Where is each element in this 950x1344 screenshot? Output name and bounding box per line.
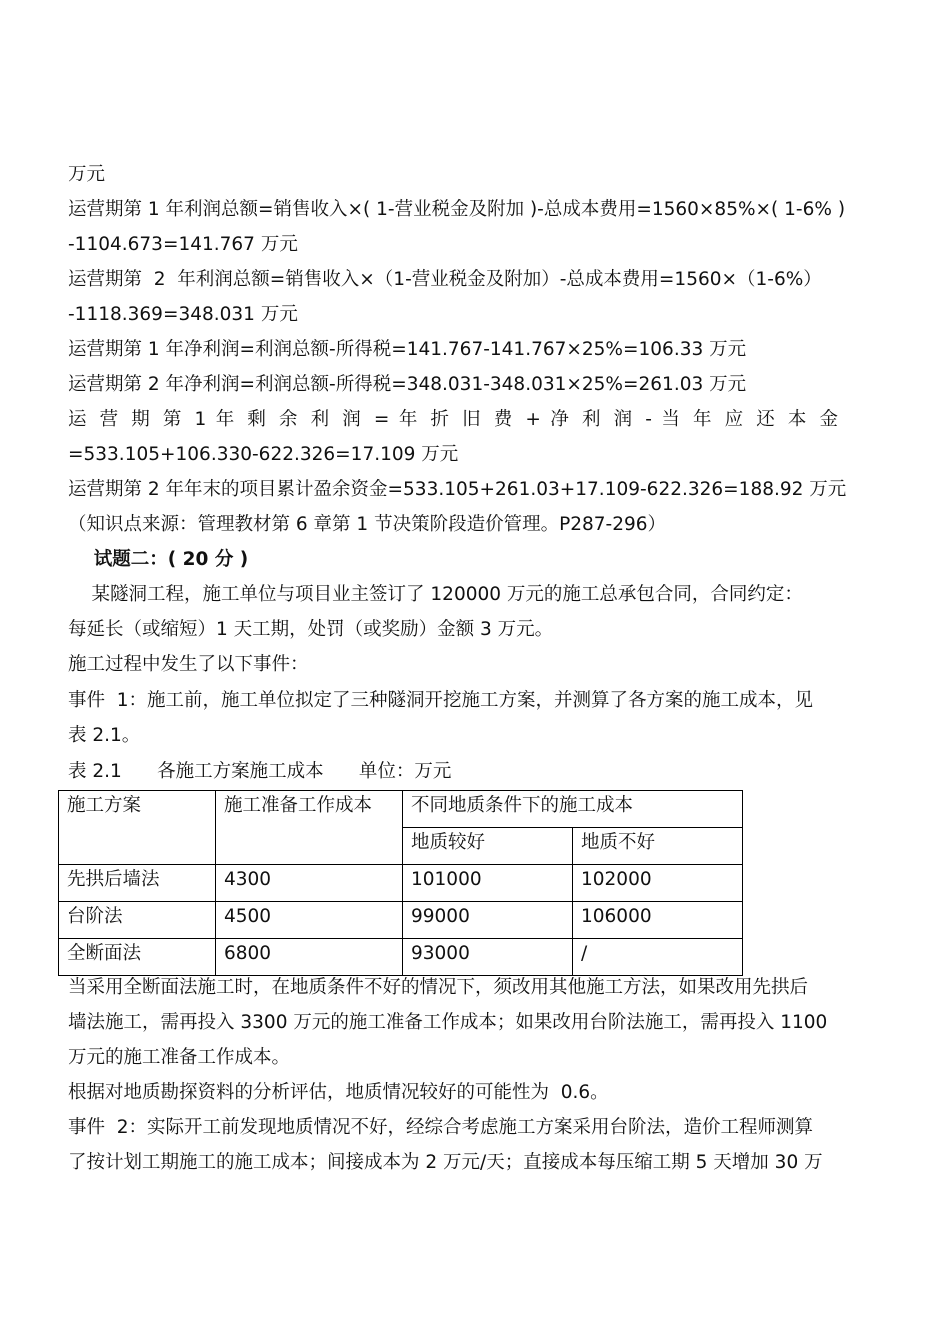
header-geology-bad: 地质不好 xyxy=(573,828,743,865)
text-line: 当采用全断面法施工时，在地质条件不好的情况下，须改用其他施工方法，如果改用先拱后 xyxy=(68,977,809,998)
text-line: 了按计划工期施工的施工成本；间接成本为 2 万元/天；直接成本每压缩工期 5 天增加 30 万 xyxy=(68,1152,823,1173)
text-line: 运营期第 2 年利润总额=销售收入×（1-营业税金及附加）-总成本费用=1560×（1-6%） xyxy=(68,269,822,290)
cell-prep: 4500 xyxy=(216,902,403,939)
text-line: 事件 2：实际开工前发现地质情况不好，经综合考虑施工方案采用台阶法，造价工程师测算 xyxy=(68,1117,814,1138)
text-line: 根据对地质勘探资料的分析评估，地质情况较好的可能性为 0.6。 xyxy=(68,1082,609,1103)
text-line: 万元的施工准备工作成本。 xyxy=(68,1047,291,1068)
cell-bad: 106000 xyxy=(573,902,743,939)
table-row xyxy=(59,865,743,902)
text-line: 运营期第 1 年净利润=利润总额-所得税=141.767-141.767×25%=106.33 万元 xyxy=(68,339,747,360)
text-line: 运 营 期 第 1 年 剩 余 利 润 = 年 折 旧 费 + 净 利 润 - 当 年 应 还 本 金 xyxy=(68,409,838,430)
text-line: 运营期第 2 年年末的项目累计盈余资金=533.105+261.03+17.109-622.326=188.92 万元 xyxy=(68,479,847,500)
text-line: 施工过程中发生了以下事件： xyxy=(68,654,309,675)
cell-bad: / xyxy=(573,939,743,976)
cell-prep: 6800 xyxy=(216,939,403,976)
cell-scheme: 台阶法 xyxy=(59,902,216,939)
text-line: 某隧洞工程，施工单位与项目业主签订了 120000 万元的施工总承包合同，合同约定： xyxy=(68,584,803,605)
cost-table xyxy=(58,790,743,976)
cell-good: 93000 xyxy=(403,939,573,976)
text-line: 运营期第 1 年利润总额=销售收入×( 1-营业税金及附加 )-总成本费用=1560×85%×( 1-6% ) xyxy=(68,199,846,220)
header-geology-good: 地质较好 xyxy=(403,828,573,865)
header-prep-cost: 施工准备工作成本 xyxy=(216,791,403,865)
text-line: 每延长（或缩短）1 天工期，处罚（或奖励）金额 3 万元。 xyxy=(68,619,554,640)
table-row xyxy=(59,939,743,976)
text-line: 运营期第 2 年净利润=利润总额-所得税=348.031-348.031×25%=261.03 万元 xyxy=(68,374,747,395)
header-scheme: 施工方案 xyxy=(59,791,216,865)
text-line: =533.105+106.330-622.326=17.109 万元 xyxy=(68,444,459,465)
table-header-row xyxy=(59,791,743,828)
knowledge-source-note: （知识点来源：管理教材第 6 章第 1 节决策阶段造价管理。P287-296） xyxy=(68,514,667,535)
text-line: -1104.673=141.767 万元 xyxy=(68,234,298,255)
table-caption: 表 2.1 各施工方案施工成本 单位：万元 xyxy=(68,761,452,782)
header-geology-group: 不同地质条件下的施工成本 xyxy=(403,791,743,828)
cell-scheme: 先拱后墙法 xyxy=(59,865,216,902)
text-line: 事件 1：施工前，施工单位拟定了三种隧洞开挖施工方案，并测算了各方案的施工成本，见 xyxy=(68,690,814,711)
text-line: 墙法施工，需再投入 3300 万元的施工准备工作成本；如果改用台阶法施工，需再投入 1100 xyxy=(68,1012,828,1033)
table-row xyxy=(59,902,743,939)
text-line: -1118.369=348.031 万元 xyxy=(68,304,298,325)
cell-good: 99000 xyxy=(403,902,573,939)
cell-bad: 102000 xyxy=(573,865,743,902)
text-line: 表 2.1。 xyxy=(68,725,141,746)
question-heading: 试题二：( 20 分 ) xyxy=(68,549,249,570)
text-line: 万元 xyxy=(68,164,106,185)
cell-scheme: 全断面法 xyxy=(59,939,216,976)
cell-prep: 4300 xyxy=(216,865,403,902)
cell-good: 101000 xyxy=(403,865,573,902)
